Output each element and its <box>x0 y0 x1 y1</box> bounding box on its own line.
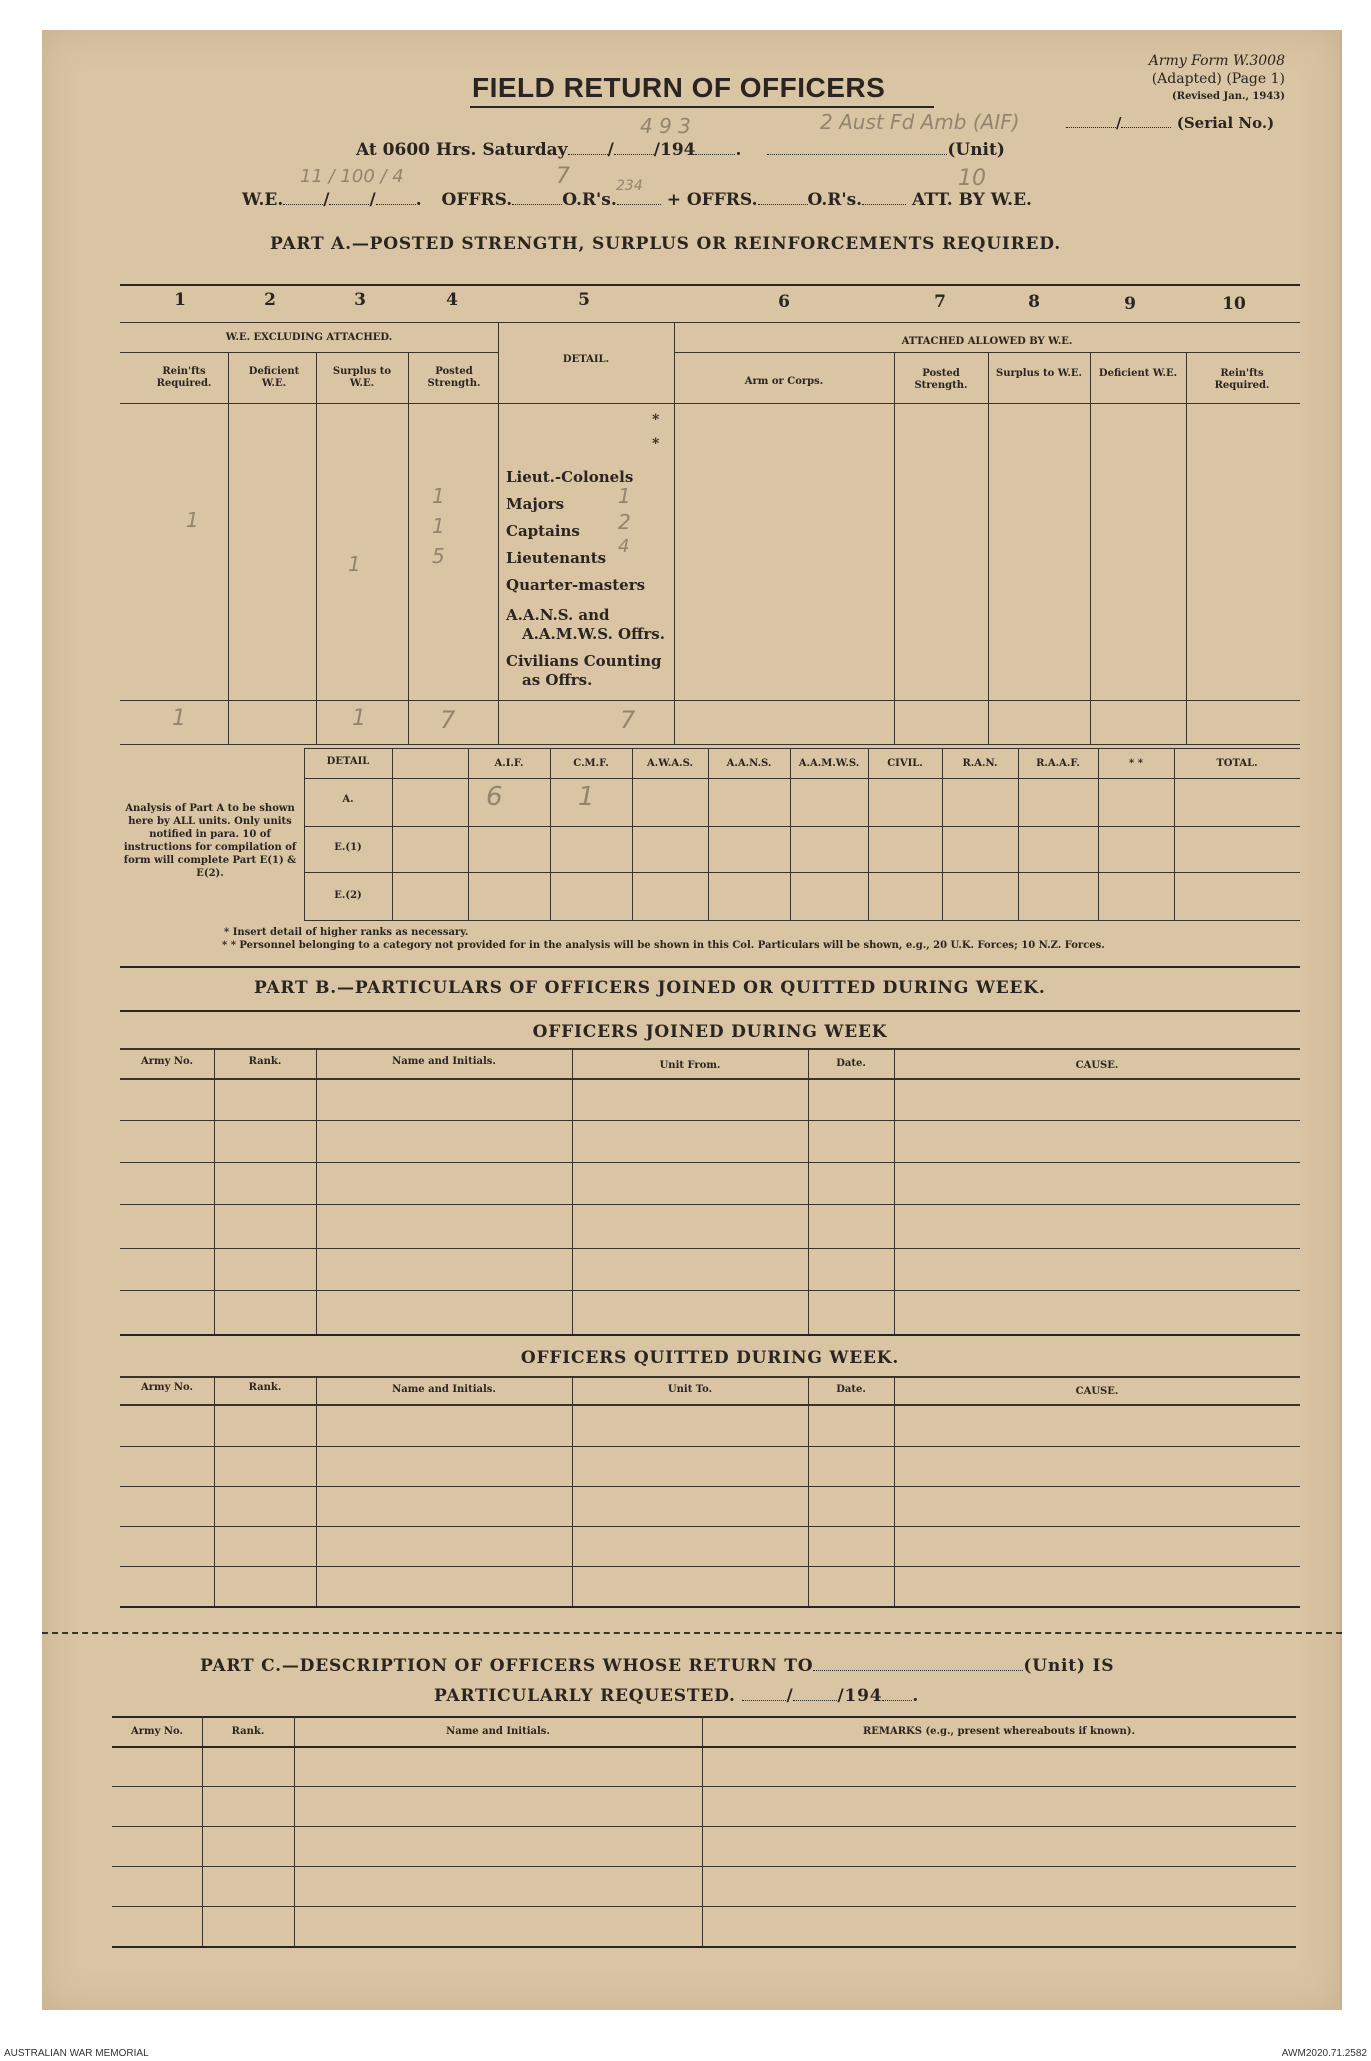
rank-detail-list <box>506 464 665 689</box>
part-a-divider <box>316 352 317 744</box>
joined-header-rule <box>120 1078 1300 1080</box>
footer-accession: AWM2020.71.2582 <box>1281 2048 1367 2059</box>
joined-title: OFFICERS JOINED DURING WEEK <box>532 1022 888 1042</box>
footnote-2: * * Personnel belonging to a category not provided for in the analysis will be shown in this Col. Particulars will be shown, e.g., 20 U.K. Forces; 10 N.Z. Forces. <box>222 940 1105 951</box>
analysis-divider <box>550 748 551 920</box>
joined-bottom-rule <box>120 1334 1300 1336</box>
joined-divider <box>572 1048 573 1334</box>
handwritten-col3-total: 1 <box>352 706 366 731</box>
analysis-row-a: A. <box>342 794 354 805</box>
part-c-title: PART C.—DESCRIPTION OF OFFICERS WHOSE RETURN TO <box>200 1656 814 1676</box>
quitted-row-rule <box>120 1446 1300 1447</box>
header-reinforcements-required: Rein'fts Required. <box>156 366 212 389</box>
handwritten-col4-total: 7 <box>440 706 456 734</box>
handwritten-col3: 1 <box>348 552 361 576</box>
quitted-divider <box>894 1376 895 1606</box>
offrs-field[interactable] <box>512 191 562 205</box>
part-c-row-rule <box>112 1826 1296 1827</box>
header-posted-strength-att: Posted Strength. <box>914 368 968 391</box>
part-b-rule <box>120 1010 1300 1012</box>
part-c-day-field[interactable] <box>742 1687 786 1701</box>
part-c-row-rule <box>112 1906 1296 1907</box>
quitted-header-name: Name and Initials. <box>392 1384 496 1395</box>
header-posted-strength: Posted Strength. <box>427 366 481 389</box>
offrs2-field[interactable] <box>758 191 808 205</box>
analysis-row-e2: E.(2) <box>334 890 362 901</box>
rank-majors: Majors <box>506 495 565 513</box>
handwritten-we: 11 / 100 / 4 <box>300 166 404 187</box>
quitted-header-rank: Rank. <box>248 1382 282 1393</box>
date-month-field[interactable] <box>614 141 654 155</box>
column-number: 1 <box>174 290 186 310</box>
offrs-label: OFFRS. <box>441 190 513 210</box>
quitted-header-unit-to: Unit To. <box>667 1384 713 1395</box>
page-title: FIELD RETURN OF OFFICERS <box>472 72 886 103</box>
handwritten-col5-a: 1 <box>618 484 631 508</box>
part-c-year-field[interactable] <box>882 1687 912 1701</box>
analysis-divider <box>942 748 943 920</box>
joined-header-date: Date. <box>836 1058 866 1069</box>
analysis-bottom-rule <box>304 920 1300 921</box>
joined-divider <box>808 1048 809 1334</box>
column-number: 8 <box>1028 292 1040 312</box>
joined-header-army-no: Army No. <box>140 1056 194 1067</box>
serial-dots <box>1066 114 1116 128</box>
serial-dots-2 <box>1121 114 1171 128</box>
joined-divider <box>214 1048 215 1334</box>
date-day-field[interactable] <box>568 141 608 155</box>
rank-quartermasters: Quarter-masters <box>506 576 646 594</box>
part-c-row-rule <box>112 1866 1296 1867</box>
quitted-header-cause: CAUSE. <box>1075 1386 1119 1397</box>
part-a-divider <box>1090 352 1091 744</box>
analysis-header-awas: A.W.A.S. <box>647 758 693 769</box>
footnote-1: * Insert detail of higher ranks as necessary. <box>224 927 469 938</box>
part-c-top-rule <box>112 1716 1296 1718</box>
part-c-title-end: (Unit) IS <box>1023 1656 1115 1676</box>
quitted-title: OFFICERS QUITTED DURING WEEK. <box>520 1348 900 1368</box>
unit-field[interactable] <box>767 141 947 155</box>
time-day-label: At 0600 Hrs. Saturday <box>356 140 568 160</box>
form-edition: (Adapted) (Page 1) <box>1151 71 1285 87</box>
joined-divider <box>894 1048 895 1334</box>
column-number: 4 <box>446 290 458 310</box>
part-a-divider <box>228 352 229 744</box>
handwritten-date: 4 9 3 <box>640 114 691 138</box>
analysis-divider <box>708 748 709 920</box>
quitted-divider <box>214 1376 215 1606</box>
analysis-header-civil: CIVIL. <box>887 758 923 769</box>
column-number: 5 <box>578 290 590 310</box>
column-number: 2 <box>264 290 276 310</box>
quitted-header-rule <box>120 1404 1300 1406</box>
rank-aamws: A.A.M.W.S. Offrs. <box>522 625 665 643</box>
analysis-header-raaf: R.A.A.F. <box>1036 758 1080 769</box>
part-a-divider <box>1186 352 1187 744</box>
asterisk-marker: * <box>652 412 660 428</box>
detail-header: DETAIL. <box>562 354 610 365</box>
part-c-header-name: Name and Initials. <box>446 1726 550 1737</box>
offrs2-label: OFFRS. <box>686 190 758 210</box>
analysis-header-rule <box>304 778 1300 779</box>
analysis-header-detail: DETAIL <box>326 756 370 767</box>
quitted-divider <box>572 1376 573 1606</box>
analysis-header-total: TOTAL. <box>1216 758 1258 769</box>
part-a-group-rule-right <box>674 352 1300 353</box>
header-surplus-we: Surplus to W.E. <box>332 366 392 389</box>
serial-label: (Serial No.) <box>1176 114 1275 132</box>
analysis-row-e1: E.(1) <box>334 842 362 853</box>
part-a-top-rule <box>120 284 1300 286</box>
quitted-divider <box>316 1376 317 1606</box>
form-number: Army Form W.3008 <box>1148 53 1285 69</box>
form-sheet <box>42 30 1342 2010</box>
plus-sign: + <box>666 190 681 210</box>
handwritten-col4-b: 1 <box>432 514 445 538</box>
part-a-total-rule <box>120 700 1300 701</box>
part-c-divider <box>702 1716 703 1946</box>
joined-header-name: Name and Initials. <box>392 1056 496 1067</box>
part-a-bottom-rule <box>120 744 1300 745</box>
quitted-header-army-no: Army No. <box>140 1382 194 1393</box>
part-c-bottom-rule <box>112 1946 1296 1948</box>
footnotes <box>222 926 1105 952</box>
analysis-header-ran: R.A.N. <box>962 758 998 769</box>
group-header-we: W.E. EXCLUDING ATTACHED. <box>225 332 393 343</box>
rank-lieut-colonels: Lieut.-Colonels <box>506 468 634 486</box>
column-number: 10 <box>1222 294 1246 314</box>
joined-row-rule <box>120 1204 1300 1205</box>
quitted-header-date: Date. <box>836 1384 866 1395</box>
part-b-top-rule <box>120 966 1300 968</box>
year-label: /194 <box>653 140 696 160</box>
handwritten-col1: 1 <box>186 508 199 532</box>
header-reinforcements-att: Rein'fts Required. <box>1214 368 1270 391</box>
part-a-divider <box>408 352 409 744</box>
part-c-requested: PARTICULARLY REQUESTED. <box>434 1686 736 1706</box>
analysis-divider <box>468 748 469 920</box>
year-field[interactable] <box>695 141 735 155</box>
handwritten-cmf: 1 <box>578 782 595 812</box>
quitted-row-rule <box>120 1566 1300 1567</box>
joined-row-rule <box>120 1290 1300 1291</box>
joined-row-rule <box>120 1248 1300 1249</box>
asterisk-marker: * <box>652 436 660 452</box>
part-c-title-line2: PARTICULARLY REQUESTED. / /194 . <box>434 1686 920 1706</box>
handwritten-col5-total: 7 <box>620 706 636 734</box>
handwritten-col4-c: 5 <box>432 544 445 568</box>
part-a-title: PART A.—POSTED STRENGTH, SURPLUS OR REINFORCEMENTS REQUIRED. <box>270 234 1061 254</box>
part-b-title: PART B.—PARTICULARS OF OFFICERS JOINED OR QUITTED DURING WEEK. <box>254 978 1046 998</box>
joined-divider <box>316 1048 317 1334</box>
column-number: 6 <box>778 292 790 312</box>
part-a-group-rule-left <box>120 352 498 353</box>
perforation-line <box>42 1632 1342 1634</box>
analysis-divider <box>1018 748 1019 920</box>
joined-header-unit-from: Unit From. <box>659 1060 721 1071</box>
ors2-field[interactable] <box>862 191 906 205</box>
analysis-divider <box>868 748 869 920</box>
rank-lieutenants: Lieutenants <box>506 549 607 567</box>
handwritten-offrs: 7 <box>556 164 570 189</box>
handwritten-aif: 6 <box>486 782 503 812</box>
part-a-header-rule <box>120 403 1300 404</box>
handwritten-col5-c: 4 <box>618 536 630 557</box>
part-c-header-rule <box>112 1746 1296 1748</box>
group-header-attached: ATTACHED ALLOWED BY W.E. <box>901 336 1073 347</box>
analysis-divider <box>790 748 791 920</box>
part-c-unit-field[interactable] <box>813 1657 1023 1671</box>
analysis-row-rule <box>304 826 1300 827</box>
column-number: 3 <box>354 290 366 310</box>
handwritten-unit: 2 Aust Fd Amb (AIF) <box>820 110 1020 134</box>
analysis-divider <box>1098 748 1099 920</box>
analysis-header-other: * * <box>1129 758 1143 769</box>
analysis-row-rule <box>304 872 1300 873</box>
part-a-divider <box>988 352 989 744</box>
quitted-top-rule <box>120 1376 1300 1378</box>
analysis-instructions: Analysis of Part A to be shown here by ALL units. Only units notified in para. 10 of instructions for compilation of form will complete Part E(1) & E(2). <box>123 803 297 879</box>
we-strength-line: W.E. / / . OFFRS. O.R's. + OFFRS. O.R's. ATT. BY W.E. <box>242 190 1032 210</box>
rank-aans: A.A.N.S. and <box>506 606 610 624</box>
joined-header-rank: Rank. <box>248 1056 282 1067</box>
quitted-row-rule <box>120 1486 1300 1487</box>
joined-row-rule <box>120 1162 1300 1163</box>
unit-label: (Unit) <box>947 140 1005 160</box>
part-a-divider <box>498 322 499 744</box>
part-c-header-remarks: REMARKS (e.g., present whereabouts if known). <box>862 1726 1136 1737</box>
analysis-header-cmf: C.M.F. <box>573 758 609 769</box>
serial-number-field[interactable]: / (Serial No.) <box>1066 114 1345 132</box>
part-c-row-rule <box>112 1786 1296 1787</box>
date-unit-line: At 0600 Hrs. Saturday / /194 . (Unit) <box>356 140 1005 160</box>
rank-civilians-2: as Offrs. <box>522 671 593 689</box>
analysis-divider <box>392 748 393 920</box>
analysis-header-aamws: A.A.M.W.S. <box>798 758 860 769</box>
part-c-year: /194 <box>837 1686 883 1706</box>
header-deficient-att: Deficient W.E. <box>1098 368 1178 379</box>
part-c-divider <box>294 1716 295 1946</box>
header-surplus-att: Surplus to W.E. <box>996 368 1082 379</box>
handwritten-ors: 234 <box>616 178 643 194</box>
joined-header-cause: CAUSE. <box>1075 1060 1119 1071</box>
quitted-bottom-rule <box>120 1606 1300 1608</box>
att-label: ATT. BY W.E. <box>912 190 1032 210</box>
joined-row-rule <box>120 1120 1300 1121</box>
handwritten-col1-total: 1 <box>172 706 186 731</box>
part-c-title-line1 <box>200 1656 1114 1676</box>
footer-credit: AUSTRALIAN WAR MEMORIAL <box>4 2048 149 2059</box>
handwritten-col5-b: 2 <box>618 510 631 534</box>
analysis-divider <box>632 748 633 920</box>
quitted-divider <box>808 1376 809 1606</box>
form-revision: (Revised Jan., 1943) <box>1172 91 1285 102</box>
column-number: 9 <box>1124 294 1136 314</box>
ors-label: O.R's. <box>562 190 617 210</box>
handwritten-col4-a: 1 <box>432 484 445 508</box>
part-c-divider <box>202 1716 203 1946</box>
analysis-top-rule <box>304 748 1300 749</box>
part-c-header-rank: Rank. <box>231 1726 265 1737</box>
title-underline <box>470 106 934 108</box>
rank-captains: Captains <box>506 522 580 540</box>
header-arm-corps: Arm or Corps. <box>744 376 824 387</box>
handwritten-offrs2: 10 <box>958 166 986 191</box>
analysis-divider <box>1174 748 1175 920</box>
analysis-header-aans: A.A.N.S. <box>726 758 772 769</box>
we-field-1[interactable] <box>283 191 323 205</box>
joined-top-rule <box>120 1048 1300 1050</box>
analysis-header-aif: A.I.F. <box>494 758 524 769</box>
part-c-month-field[interactable] <box>793 1687 837 1701</box>
we-field-3[interactable] <box>376 191 416 205</box>
column-number: 7 <box>934 292 946 312</box>
we-label: W.E. <box>242 190 284 210</box>
rank-civilians: Civilians Counting <box>506 652 662 670</box>
part-a-number-rule <box>120 322 1300 323</box>
we-field-2[interactable] <box>329 191 369 205</box>
header-deficient-we: Deficient W.E. <box>248 366 300 389</box>
part-a-divider <box>894 352 895 744</box>
quitted-row-rule <box>120 1526 1300 1527</box>
part-c-header-army-no: Army No. <box>130 1726 184 1737</box>
ors2-label: O.R's. <box>807 190 863 210</box>
form-identifier <box>1149 52 1285 106</box>
